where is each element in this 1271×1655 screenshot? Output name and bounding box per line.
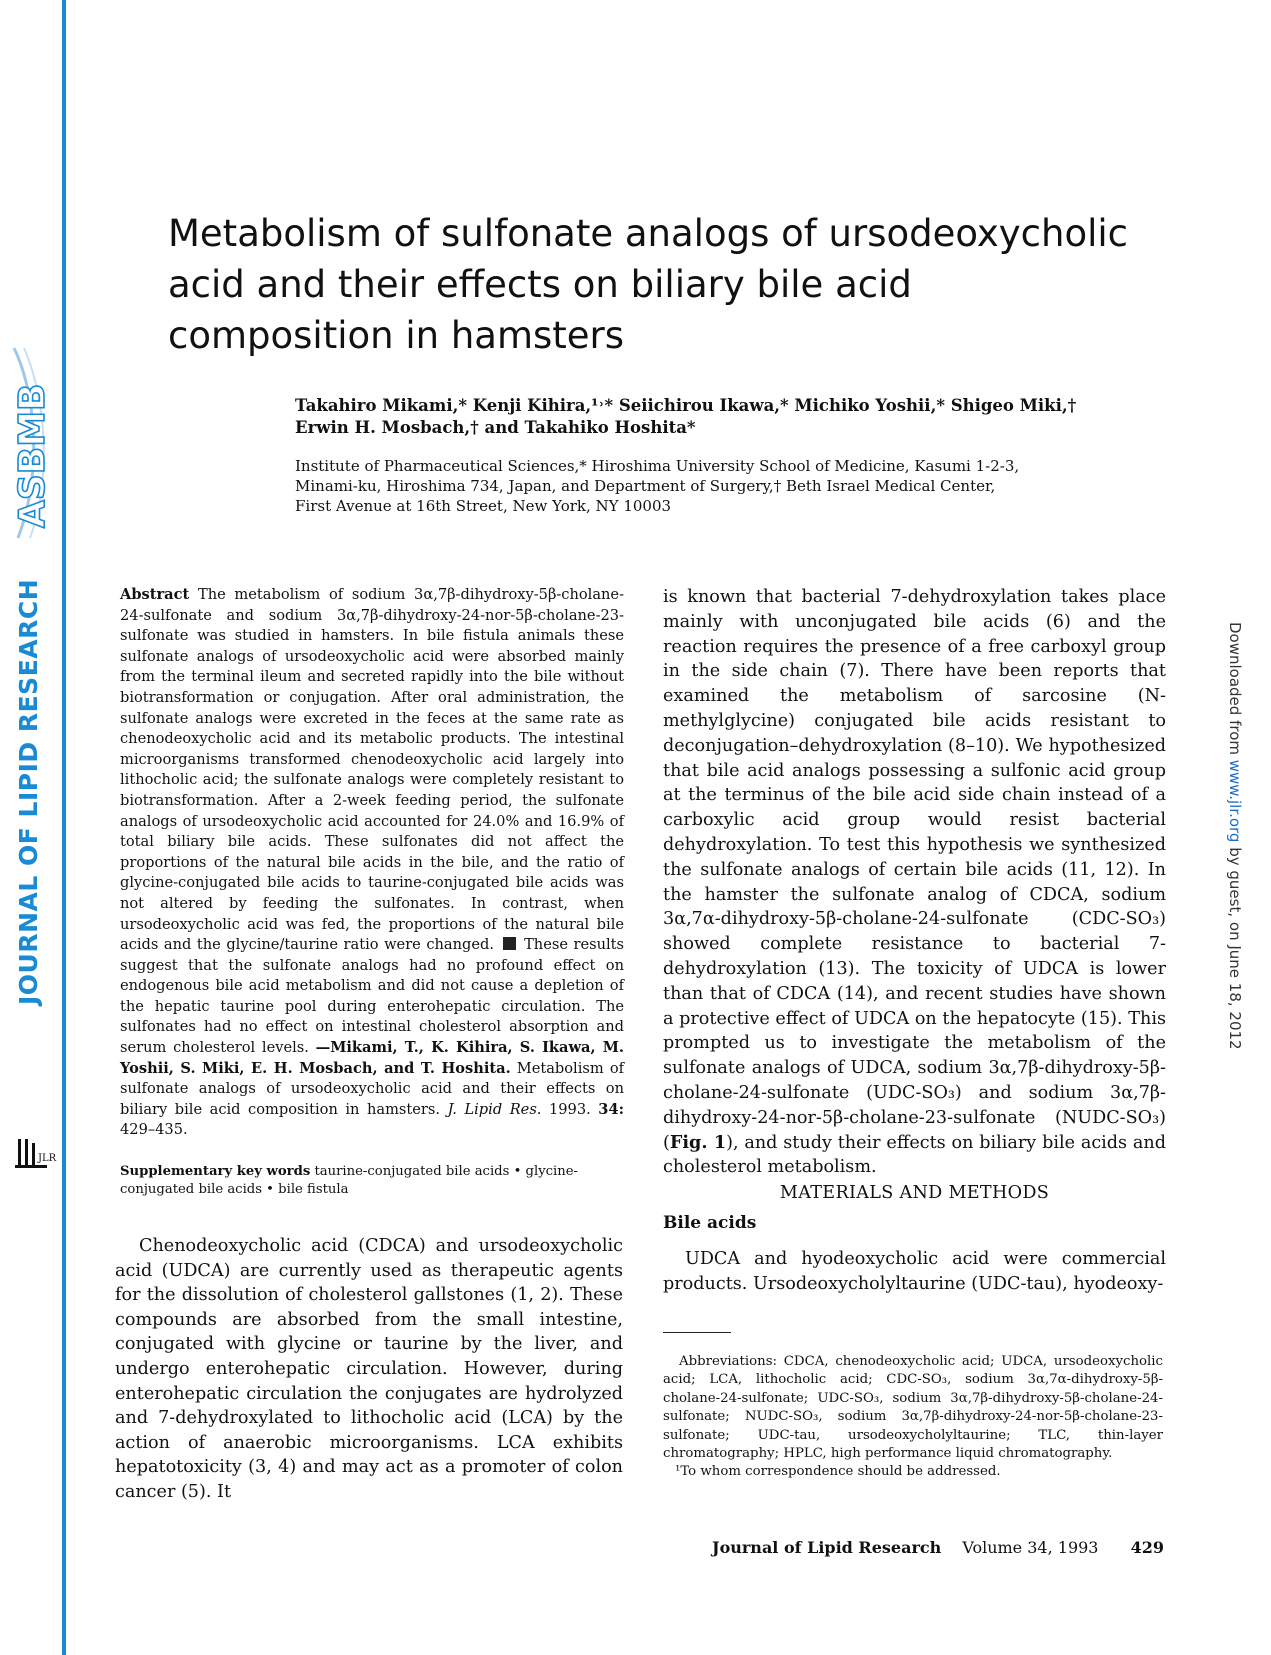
- title-line: Metabolism of sulfonate analogs of ursodeoxycholic: [168, 212, 1128, 255]
- article-title: [168, 208, 1178, 361]
- citation-year: 1993.: [548, 1100, 591, 1118]
- intro-right-text-end: ), and study their effects on biliary bile acids and cholesterol metabolism.: [663, 1132, 1166, 1178]
- footer-volume: Volume 34, 1993: [962, 1538, 1099, 1557]
- abstract-text: The metabolism of sodium 3α,7β-dihydroxy-5β-cholane-24-sulfonate and sodium 3α,7β-dihydroxy-24-nor-5β-cholane-23-sulfonate was studied in hamsters. In bile fistula animals these sulfonate analogs of ursodeoxycholic acid were absorbed mainly from the terminal ileum and secreted rapidly into the bile without biotransformation or conjugation. After oral administration, the sulfonate analogs were excreted in the feces at the same rate as chenodeoxycholic acid and its metabolic products. The intestinal microorganisms transformed chenodeoxycholic acid largely into lithocholic acid; the sulfonate analogs were completely resistant to biotransformation. After a 2-week feeding period, the sulfonate analogs of ursodeoxycholic acid accounted for 24.0% and 16.9% of total biliary bile acids. These sulfonates did not affect the proportions of the natural bile acids in the bile, and the ratio of glycine-conjugated bile acids to taurine-conjugated bile acids was not altered by feeding the sulfonates. In contrast, when ursodeoxycholic acid was fed, the proportions of the natural bile acids and the glycine/taurine ratio were changed.: [120, 586, 625, 954]
- author-line: Takahiro Mikami,* Kenji Kihira,¹˒* Seiichirou Ikawa,* Michiko Yoshii,* Shigeo Miki,†: [295, 396, 1077, 415]
- key-words: [120, 1163, 624, 1199]
- page-number: 429: [1130, 1538, 1164, 1557]
- jlr-link[interactable]: www.jlr.org: [1226, 759, 1244, 843]
- sidebar-accent-line: [62, 0, 66, 1655]
- figure-1-reference[interactable]: Fig. 1: [669, 1131, 727, 1153]
- jlr-logo-text: JLR: [38, 1153, 57, 1164]
- download-watermark: [1226, 622, 1244, 1062]
- citation-journal: J. Lipid Res.: [447, 1100, 542, 1118]
- methods-paragraph: UDCA and hyodeoxycholic acid were commercial products. Ursodeoxycholyltaurine (UDC-tau), hyodeoxy-: [663, 1249, 1166, 1294]
- asbmb-logo-text: ASBMB: [12, 383, 53, 528]
- correspondence-footnote: ¹To whom correspondence should be addressed.: [675, 1464, 1001, 1480]
- affiliation-line: Institute of Pharmaceutical Sciences,* Hiroshima University School of Medicine, Kasumi 1-2-3,: [295, 457, 1020, 475]
- intro-paragraph-left: Chenodeoxycholic acid (CDCA) and ursodeoxycholic acid (UDCA) are currently used as therapeutic agents for the dissolution of cholesterol gallstones (1, 2). These compounds are absorbed from the small intestine, conjugated with glycine or taurine by the liver, and undergo enterohepatic circulation. However, during enterohepatic circulation the conjugates are hydrolyzed and 7-dehydroxylated to lithocholic acid (LCA) by the action of anaerobic microorganisms. LCA exhibits hepatotoxicity (3, 4) and may act as a promoter of colon cancer (5). It: [115, 1236, 623, 1502]
- download-suffix: by guest, on June 18, 2012: [1226, 842, 1244, 1050]
- intro-paragraph-right: [663, 585, 1166, 1180]
- author-line: Erwin H. Mosbach,† and Takahiko Hoshita*: [295, 418, 696, 437]
- title-line: composition in hamsters: [168, 314, 625, 357]
- citation-volume: 34:: [598, 1100, 624, 1118]
- key-words-label: Supplementary key words: [120, 1164, 311, 1179]
- abstract-label: Abstract: [120, 586, 190, 603]
- footnotes: [663, 1353, 1163, 1482]
- affiliations: [295, 456, 1175, 516]
- page-footer: [712, 1538, 1164, 1557]
- jlr-logo: [12, 1135, 57, 1171]
- citation-title: Metabolism of sulfonate analogs of ursodeoxycholic acid and their effects on biliary bile acid composition in hamsters.: [120, 1059, 625, 1118]
- author-list: [295, 395, 1175, 439]
- key-words-text: taurine-conjugated bile acids • glycine-conjugated bile acids • bile fistula: [120, 1164, 579, 1197]
- citation-pages: 429–435.: [120, 1121, 188, 1139]
- citation-authors: —Mikami, T., K. Kihira, S. Ikawa, M. Yoshii, S. Miki, E. H. Mosbach, and T. Hoshita.: [120, 1039, 624, 1077]
- subsection-heading: Bile acids: [663, 1213, 757, 1233]
- abstract-text-continued: These results suggest that the sulfonate analogs had no profound effect on endogenous bile acid metabolism and did not cause a depletion of the hepatic taurine pool during enterohepatic circulation. The sulfonates had no effect on intestinal cholesterol absorption and serum cholesterol levels.: [120, 936, 625, 1057]
- journal-name-vertical: JOURNAL OF LIPID RESEARCH: [14, 578, 43, 1005]
- title-line: acid and their effects on biliary bile acid: [168, 263, 912, 306]
- affiliation-line: First Avenue at 16th Street, New York, NY 10003: [295, 497, 672, 515]
- intro-right-text: is known that bacterial 7-dehydroxylation takes place mainly with unconjugated bile acids (6) and the reaction requires the presence of a free carboxyl group in the side chain (7). There have been reports that examined the metabolism of sarcosine (N-methylglycine) conjugated bile acids resistant to deconjugation–dehydroxylation (8–10). We hypothesized that bile acid analogs possessing a sulfonic acid group at the terminus of the bile acid side chain instead of a carboxylic acid group would resist bacterial dehydroxylation. To test this hypothesis we synthesized the sulfonate analogs of certain bile acids (11, 12). In the hamster the sulfonate analog of CDCA, sodium 3α,7α-dihydroxy-5β-cholane-24-sulfonate (CDC-SO₃) showed complete resistance to bacterial 7-dehydroxylation (13). The toxicity of UDCA is lower than that of CDCA (14), and recent studies have shown a protective effect of UDCA on the hepatocyte (15). This prompted us to investigate the metabolism of the sulfonate analogs of UDCA, sodium 3α,7β-dihydroxy-5β-cholane-24-sulfonate (UDC-SO₃) and sodium 3α,7β-dihydroxy-24-nor-5β-cholane-23-sulfonate (NUDC-SO₃) (: [663, 587, 1166, 1153]
- abbreviations-footnote: Abbreviations: CDCA, chenodeoxycholic acid; UDCA, ursodeoxycholic acid; LCA, lithocholic acid; CDC-SO₃, sodium 3α,7α-dihydroxy-5β-cholane-24-sulfonate; UDC-SO₃, sodium 3α,7β-dihydroxy-5β-cholane-24-sulfonate; NUDC-SO₃, sodium 3α,7β-dihydroxy-24-nor-5β-cholane-23-sulfonate; UDC-tau, ursodeoxycholyltaurine; TLC, thin-layer chromatography; HPLC, high performance liquid chromatography.: [663, 1354, 1163, 1462]
- affiliation-line: Minami-ku, Hiroshima 734, Japan, and Department of Surgery,† Beth Israel Medical Center,: [295, 477, 996, 495]
- section-heading: MATERIALS AND METHODS: [779, 1183, 1050, 1203]
- download-prefix: Downloaded from: [1226, 622, 1244, 760]
- footnote-divider: [663, 1332, 731, 1333]
- abstract: [120, 585, 624, 1141]
- footer-journal: Journal of Lipid Research: [712, 1538, 942, 1557]
- jlr-end-mark-icon: [503, 937, 516, 950]
- asbmb-logo: [4, 348, 56, 538]
